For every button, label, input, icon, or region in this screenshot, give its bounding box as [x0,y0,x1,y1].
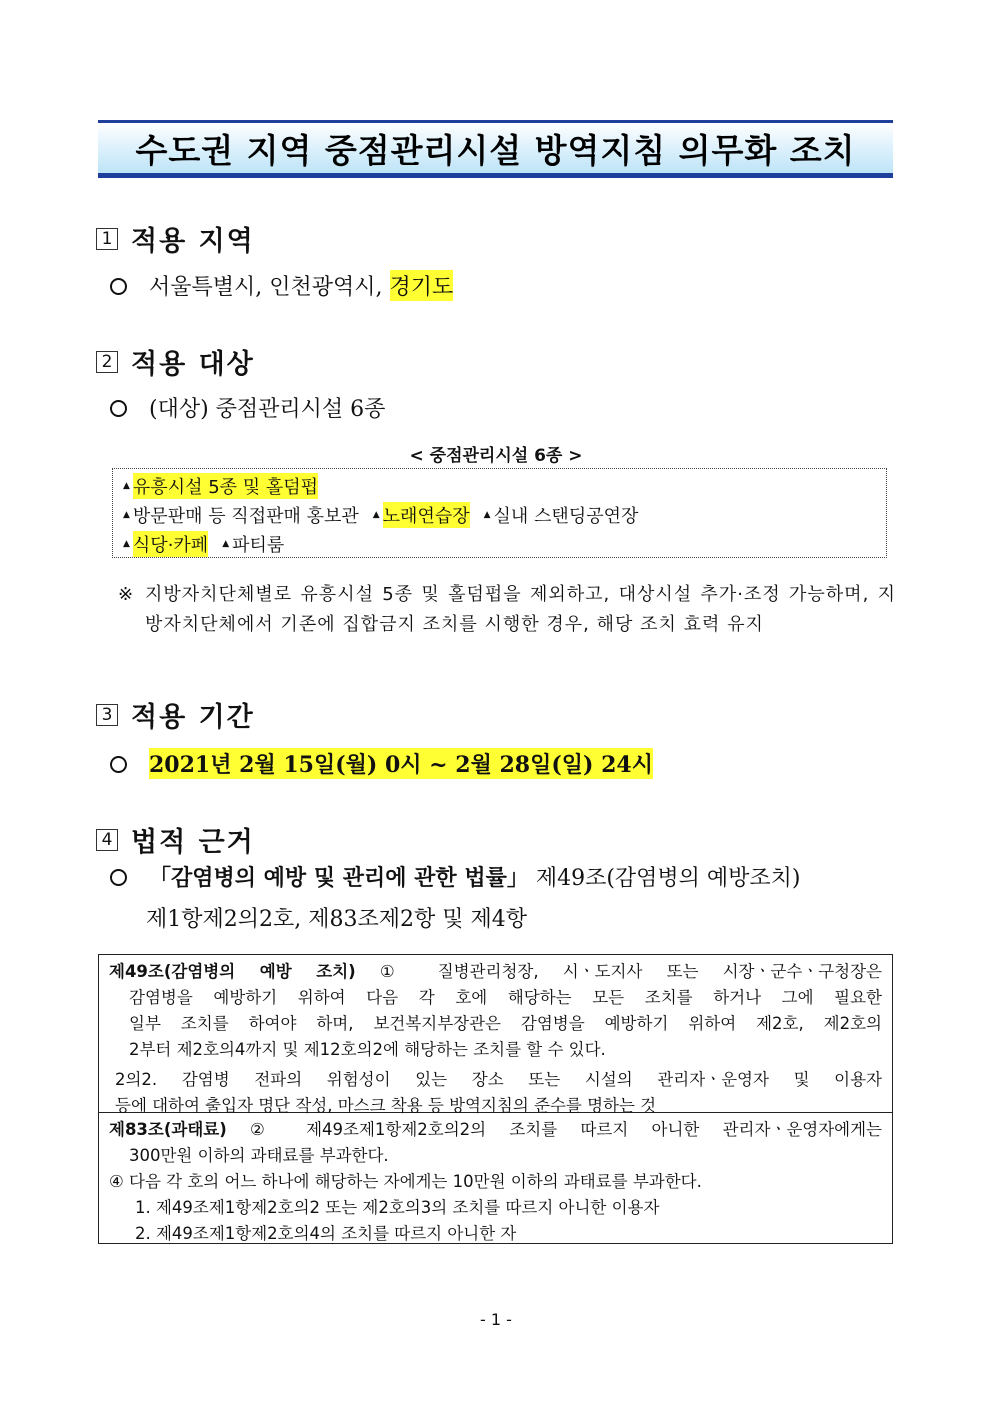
law-text-line: 1. 제49조제1항제2호의2 또는 제2호의3의 조치를 따르지 아니한 이용자 [135,1198,660,1217]
note-mark: ※ [118,584,134,605]
law-text-line: 300만원 이하의 과태료를 부과한다. [129,1146,389,1165]
page-number: - 1 - [480,1310,512,1329]
facility-row [123,529,876,558]
circle-bullet-icon [110,400,127,417]
circle-bullet-icon [110,756,127,773]
region-text: 서울특별시, 인천광역시, [149,275,390,300]
law-excerpt-box [98,954,893,1244]
section-1-heading [96,219,255,258]
section-number: 3 [96,704,118,726]
article-83-excerpt [99,1112,892,1247]
facility-item: ▲ 방문판매 등 직접판매 홍보관 [123,505,359,527]
facility-item: ▲ 유흥시설 5종 및 홀덤펍 [123,473,318,499]
facility-list-box [112,468,887,558]
triangle-bullet-icon: ▲ [123,538,130,549]
legal-line-2: 제1항제2의2호, 제83조제2항 및 제4항 [146,907,527,932]
section-number: 1 [96,228,118,250]
facility-item: ▲ 식당·카페 [123,531,208,557]
law-name: 「감염병의 예방 및 관리에 관한 법률」 [149,865,529,891]
facility-row [123,500,876,529]
law-text-line: 일부 조치를 하여야 하며, 보건복지부장관은 감염병을 예방하기 위하여 제2호, 제2호의 [129,1014,882,1033]
document-title-box [98,120,893,178]
triangle-bullet-icon: ▲ [222,538,230,549]
section-number: 2 [96,351,118,373]
facility-item: ▲ 실내 스탠딩공연장 [483,505,639,527]
triangle-bullet-icon: ▲ [123,509,130,520]
note-text: 지방자치단체별로 유흥시설 5종 및 홀덤펍을 제외하고, 대상시설 추가·조정 가능하며, 지방자치단체에서 기존에 집합금지 조치를 시행한 경우, 해당 조치 효력 유지 [145,584,896,635]
triangle-bullet-icon: ▲ [123,480,130,491]
triangle-bullet-icon: ▲ [483,509,491,520]
triangle-bullet-icon: ▲ [372,509,380,520]
document-title: 수도권 지역 중점관리시설 방역지침 의무화 조치 [135,130,856,170]
section-title: 적용 대상 [131,349,255,380]
legal-bullet [110,861,801,892]
region-bullet [110,270,453,301]
target-bullet [110,392,385,423]
target-note [118,580,896,640]
law-text-line: 제83조(과태료) ② 제49조제1항제2호의2의 조치를 따르지 아니한 관리자ㆍ운영자에게는 [109,1120,882,1139]
period-text: 2021년 2월 15일(월) 0시 ~ 2월 28일(일) 24시 [149,748,653,779]
law-text-line: ④ 다음 각 호의 어느 하나에 해당하는 자에게는 10만원 이하의 과태료를 부과한다. [109,1172,702,1191]
section-title: 적용 기간 [131,702,255,733]
law-text-line: 2. 제49조제1항제2호의4의 조치를 따르지 아니한 자 [135,1224,517,1243]
law-text-line: 2의2. 감염병 전파의 위험성이 있는 장소 또는 시설의 관리자ㆍ운영자 및 이용자 [115,1070,882,1089]
facility-row [123,471,876,500]
target-text: (대상) 중점관리시설 6종 [149,397,386,422]
section-4-heading [96,820,255,859]
facility-item: ▲ 노래연습장 [373,502,470,528]
law-text-line: 제49조(감염병의 예방 조치) ① 질병관리청장, 시ㆍ도지사 또는 시장ㆍ군수ㆍ구청장은 [109,962,882,981]
section-3-heading [96,695,255,734]
region-highlight: 경기도 [390,270,454,301]
law-text-line: 등에 대하여 출입자 명단 작성, 마스크 착용 등 방역지침의 준수를 명하는 것 [115,1096,657,1115]
law-article: 제49조(감염병의 예방조치) [528,866,801,891]
circle-bullet-icon [110,869,127,886]
circle-bullet-icon [110,278,127,295]
period-bullet [110,748,653,779]
section-title: 적용 지역 [131,226,255,257]
article-49-excerpt [99,955,892,1115]
facility-table-caption: < 중점관리시설 6종 > [409,446,583,466]
section-title: 법적 근거 [131,827,255,858]
section-number: 4 [96,829,118,851]
section-2-heading [96,342,255,381]
law-text-line: 감염병을 예방하기 위하여 다음 각 호에 해당하는 모든 조치를 하거나 그에 필요한 [129,988,882,1007]
law-text-line: 2부터 제2호의4까지 및 제12호의2에 해당하는 조치를 할 수 있다. [129,1040,606,1059]
facility-item: ▲ 파티룸 [222,534,285,556]
